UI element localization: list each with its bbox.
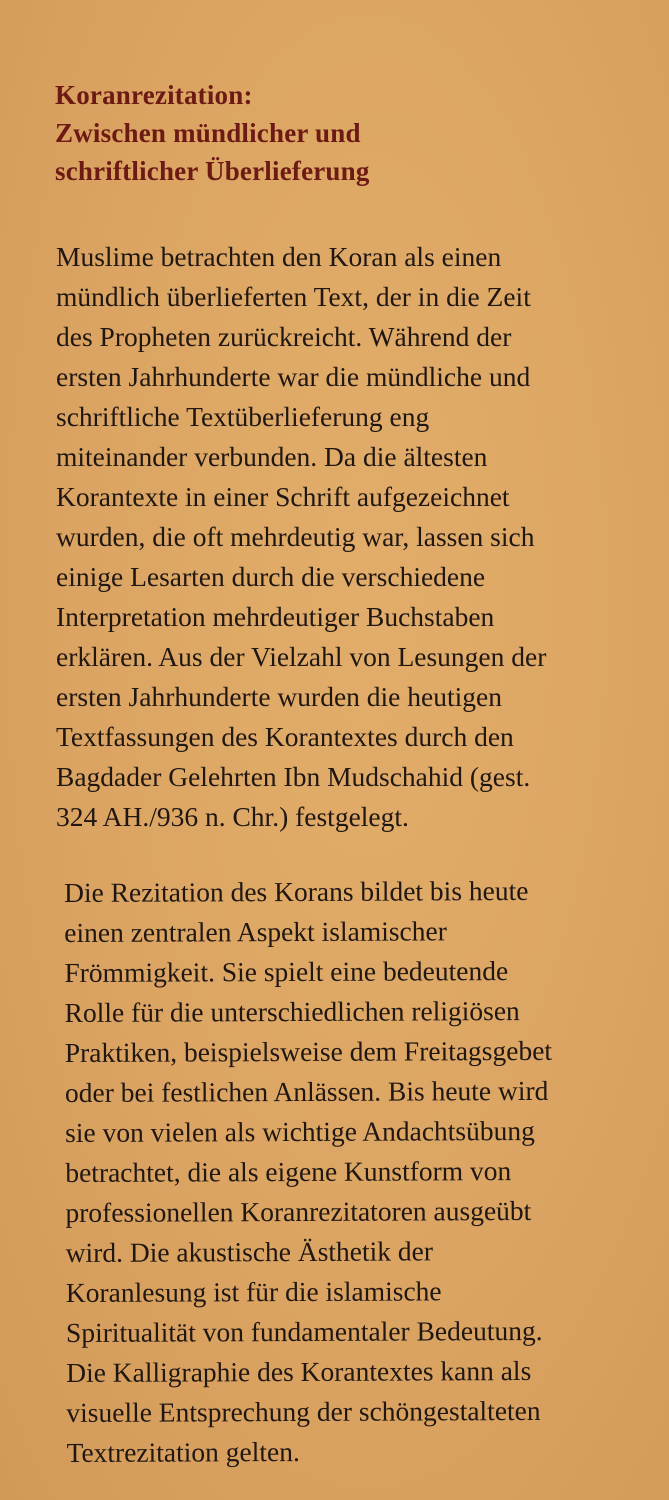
text-line: einige Lesarten durch die verschiedene	[56, 561, 486, 592]
text-line: miteinander verbunden. Da die ältesten	[56, 441, 488, 472]
heading-line: schriftlicher Überlieferung	[55, 156, 370, 186]
text-line: Praktiken, beispielsweise dem Freitagsgebet	[64, 1034, 553, 1068]
text-line: sie von vielen als wichtige Andachtsübung	[65, 1114, 535, 1148]
text-line: des Propheten zurückreicht. Während der	[56, 321, 512, 352]
text-line: ersten Jahrhunderte wurden die heutigen	[56, 681, 502, 712]
text-line: mündlich überlieferten Text, der in die Zeit	[56, 281, 531, 312]
text-line: oder bei festlichen Anlässen. Bis heute wird	[64, 1074, 549, 1108]
text-line: 324 AH./936 n. Chr.) festgelegt.	[56, 801, 409, 832]
text-line: Die Kalligraphie des Korantextes kann als	[66, 1354, 532, 1388]
heading-line: Zwischen mündlicher und	[55, 118, 361, 148]
text-line: Rolle für die unterschiedlichen religiösen	[64, 995, 520, 1028]
text-line: Interpretation mehrdeutiger Buchstaben	[56, 601, 495, 632]
heading-line: Koranrezitation:	[55, 80, 253, 110]
text-line: wird. Die akustische Ästhetik der	[65, 1235, 434, 1268]
text-line: Textfassungen des Korantextes durch den	[56, 721, 514, 752]
text-line: Korantexte in einer Schrift aufgezeichnet	[56, 481, 510, 512]
text-line: erklären. Aus der Vielzahl von Lesungen der	[56, 641, 547, 672]
paragraph-recitation-practice	[64, 871, 554, 1473]
text-line: Textrezitation gelten.	[66, 1435, 300, 1468]
text-line: Die Rezitation des Korans bildet bis heute	[64, 874, 529, 908]
text-line: einen zentralen Aspekt islamischer	[64, 915, 447, 948]
text-line: betrachtet, die als eigene Kunstform von	[65, 1155, 512, 1188]
text-line: Bagdader Gelehrten Ibn Mudschahid (gest.	[56, 761, 531, 792]
text-line: ersten Jahrhunderte war die mündliche und	[56, 361, 531, 392]
text-line: schriftliche Textüberlieferung eng	[56, 401, 430, 432]
text-line: professionellen Koranrezitatoren ausgeübt	[65, 1194, 532, 1228]
text-line: Spiritualität von fundamentaler Bedeutung.	[65, 1314, 543, 1348]
text-line: Frömmigkeit. Sie spielt eine bedeutende	[64, 955, 509, 988]
paragraph-oral-written-transmission	[56, 237, 546, 837]
text-line: Muslime betrachten den Koran als einen	[56, 241, 502, 272]
text-line: visuelle Entsprechung der schöngestalteten	[66, 1394, 541, 1428]
text-line: wurden, die oft mehrdeutig war, lassen sich	[56, 521, 535, 552]
text-line: Koranlesung ist für die islamische	[65, 1275, 442, 1308]
panel-heading	[55, 76, 370, 190]
